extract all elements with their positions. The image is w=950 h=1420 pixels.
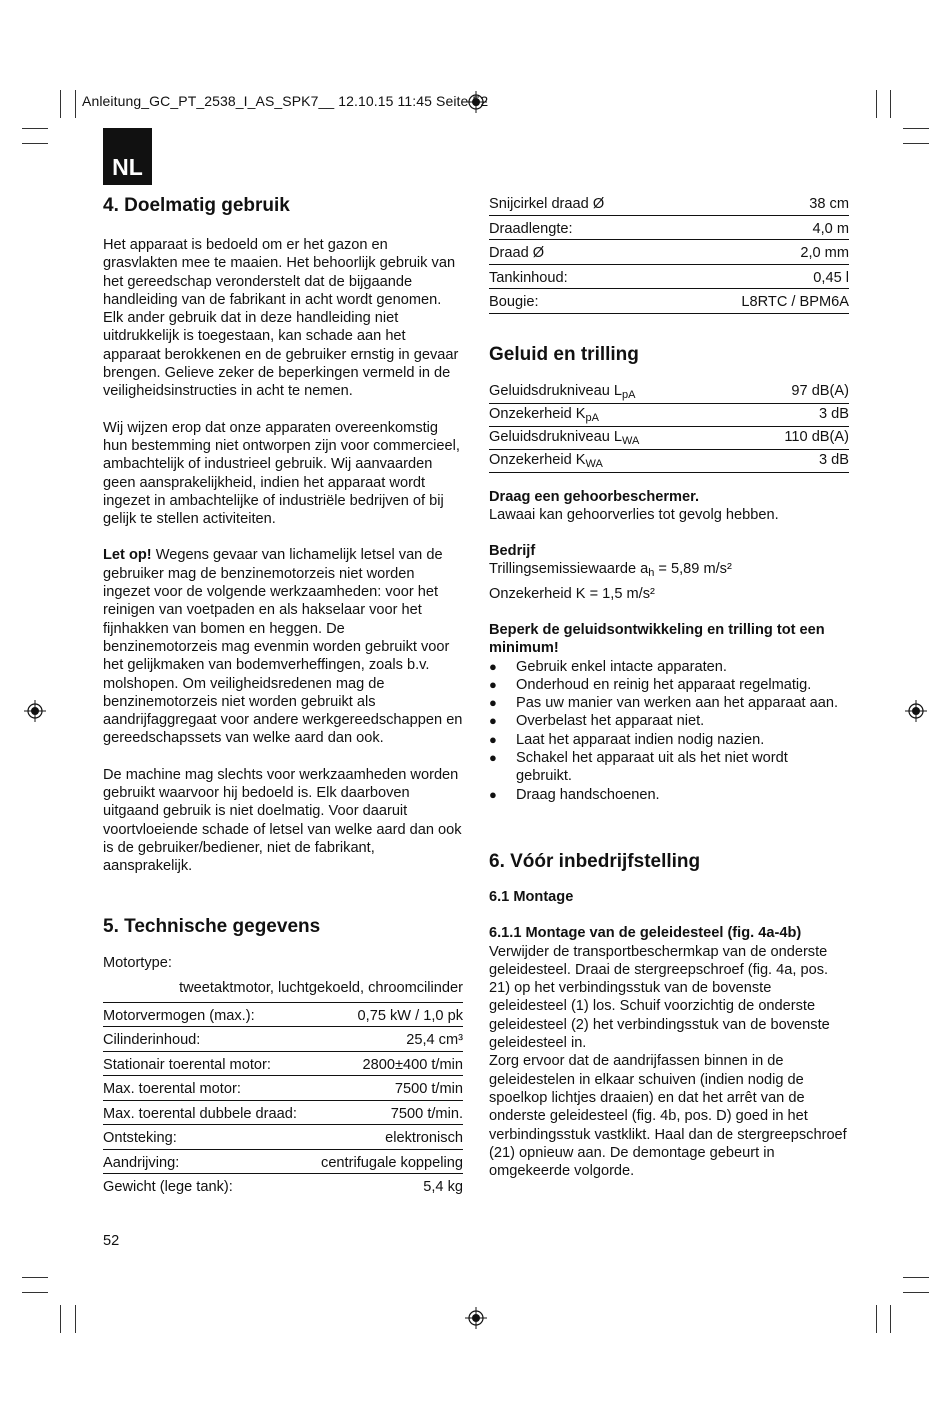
crop-mark: [75, 1305, 76, 1333]
crop-mark: [903, 1277, 929, 1278]
noise-row: Onzekerheid $K_{pA}$ 3 dB: [489, 404, 849, 427]
section-4-title: 4. Doelmatig gebruik: [103, 195, 290, 216]
hearing-text: Lawaai kan gehoorverlies tot gevolg hebben.: [489, 506, 779, 523]
list-item: ● Pas uw manier van werken aan het apparaat aan.: [489, 694, 849, 712]
registration-mark-icon: [465, 1307, 487, 1329]
paragraph: De machine mag slechts voor werkzaamheden worden gebruikt waarvoor hij bedoeld is. Elk daarboven uitgaand gebruik is niet doelmatig. Voor daaruit voortvloeiende schade of letsel van welke aard dan ook is de gebruiker/bediener, niet de fabrikant, aansprakelijk.: [103, 766, 462, 875]
crop-mark: [75, 90, 76, 118]
file-header: Anleitung_GC_PT_2538_I_AS_SPK7__ 12.10.15 11:45 Seite 52: [82, 93, 489, 109]
noise-row: Geluidsdrukniveau $L_{pA}$ 97 dB(A): [489, 381, 849, 404]
spec-row: Stationair toerental motor: 2800±400 t/min: [103, 1052, 463, 1077]
spec-row: Ontsteking: elektronisch: [103, 1125, 463, 1150]
list-item: ● Overbelast het apparaat niet.: [489, 712, 849, 730]
list-item: ● Laat het apparaat indien nodig nazien.: [489, 731, 849, 749]
crop-mark: [22, 143, 48, 144]
paragraph: Verwijder de transportbeschermkap van de onderste geleidesteel. Draai de stergreepschroef (fig. 4a, pos. 21) op het verbindingsstuk van de bovenste geleidesteel (1) los. Schuif voorzichtig de onderste geleidesteel (2) het verbindingsstuk van de bovenste geleidesteel in.: [489, 943, 830, 1052]
page-number: 52: [103, 1233, 120, 1249]
registration-mark-icon: [905, 700, 927, 722]
noise-row: Onzekerheid $K_{WA}$ 3 dB: [489, 450, 849, 473]
crop-mark: [890, 1305, 891, 1333]
list-item: ● Gebruik enkel intacte apparaten.: [489, 658, 849, 676]
right-column: [489, 191, 849, 1180]
uncertainty-value: Onzekerheid K = 1,5 m/s²: [489, 585, 655, 602]
spec-row: Gewicht (lege tank): 5,4 kg: [103, 1179, 463, 1196]
crop-mark: [890, 90, 891, 118]
hearing-title: Draag een gehoorbeschermer.: [489, 488, 700, 505]
list-item: ● Onderhoud en reinig het apparaat regelmatig.: [489, 676, 849, 694]
spec-row: Bougie: L8RTC / BPM6A: [489, 289, 849, 314]
noise-row: Geluidsdrukniveau $L_{WA}$ 110 dB(A): [489, 427, 849, 450]
spec-row: Cilinderinhoud: 25,4 cm³: [103, 1027, 463, 1052]
section-6-1-1-title: 6.1.1 Montage van de geleidesteel (fig. 4a-4b): [489, 925, 802, 942]
spec-row: Max. toerental dubbele draad: 7500 t/min.: [103, 1101, 463, 1126]
spec-table: [489, 191, 849, 314]
registration-mark-icon: [24, 700, 46, 722]
paragraph: [103, 546, 463, 747]
spec-row: Motorvermogen (max.): 0,75 kW / 1,0 pk: [103, 1003, 463, 1028]
spec-row: Draad Ø 2,0 mm: [489, 240, 849, 265]
noise-table: [489, 381, 849, 473]
paragraph: Wij wijzen erop dat onze apparaten overeenkomstig hun bestemming niet ontworpen zijn voor commercieel, ambachtelijk of industrieel gebruik. Wij aanvaarden geen aansprakelijkheid, indien het apparaat wordt ingezet in ambachtelijke of industriële bedrijven of bij gelijk te stellen activiteiten.: [103, 419, 460, 528]
spec-table: [103, 1003, 463, 1199]
crop-mark: [903, 1292, 929, 1293]
warning-text: Wegens gevaar van lichamelijk letsel van de gebruiker mag de benzinemotorzeis niet worden ingezet voor de volgende werkzaamheden: voor het reinigen van voetpaden en als hakselaar voor het fijnhakken van bomen en heggen. De benzinemotorzeis mag evenmin worden gebruikt voor het gelijkmaken van bodemverheffingen, zoals b.v. molshopen. Om veiligheidsredenen mag de benzinemotorzeis niet worden gebruikt als aandrijfaggregaat voor andere werkgereedschappen en gereedschapssets van welke aard dan ook.: [103, 547, 463, 747]
crop-mark: [903, 143, 929, 144]
paragraph: Het apparaat is bedoeld om er het gazon en grasvlakten mee te maaien. Het behoorlijk gebruik van het gereedschap veronderstelt dat de bijgaande handleiding van de fabrikant in acht wordt genomen. Elk ander gebruik dat in deze handleiding niet uitdrukkelijk is toegestaan, kan schade aan het apparaat berokkenen en de gebruiker ernstig in gevaar brengen. Gelieve zeker de beperkingen vermeld in de veiligheidsinstructies in acht te nemen.: [103, 237, 459, 400]
paragraph: Zorg ervoor dat de aandrijfassen binnen in de geleidestelen in elkaar schuiven (indien nodig de spoelkop lichtjes draaien) en dat het arrêt van de onderste geleidesteel (fig. 4b, pos. D) goed in het verbindingsstuk vastklikt. Haal dan de stergreepschroef (21) opnieuw aan. De demontage gebeurt in omgekeerde volgorde.: [489, 1053, 847, 1180]
crop-mark: [903, 128, 929, 129]
crop-mark: [22, 128, 48, 129]
left-column: [103, 195, 463, 1199]
tips-list: [489, 658, 849, 804]
limit-title: Beperk de geluidsontwikkeling en trilling tot een minimum!: [489, 621, 825, 657]
crop-mark: [22, 1277, 48, 1278]
spec-row: Snijcirkel draad Ø 38 cm: [489, 191, 849, 216]
section-6-title: 6. Vóór inbedrijfstelling: [489, 850, 701, 872]
crop-mark: [22, 1292, 48, 1293]
warning-label: Let op!: [103, 547, 152, 564]
vibration-value: Trillingsemissiewaarde $a_h = 5,89$ m/s²: [489, 561, 732, 580]
crop-mark: [60, 90, 61, 118]
spec-row: Aandrijving: centrifugale koppeling: [103, 1150, 463, 1175]
noise-title: Geluid en trilling: [489, 343, 639, 365]
motortype-label: Motortype:: [103, 954, 172, 971]
spec-row: Max. toerental motor: 7500 t/min: [103, 1076, 463, 1101]
spec-row: Tankinhoud: 0,45 l: [489, 265, 849, 290]
section-6-1-title: 6.1 Montage: [489, 888, 574, 905]
motortype-value: tweetaktmotor, luchtgekoeld, chroomcilinder: [103, 978, 463, 1003]
crop-mark: [876, 1305, 877, 1333]
language-badge: NL: [103, 128, 152, 185]
operation-title: Bedrijf: [489, 543, 536, 560]
crop-mark: [876, 90, 877, 118]
section-5-title: 5. Technische gegevens: [103, 915, 321, 937]
list-item: ● Draag handschoenen.: [489, 786, 849, 804]
crop-mark: [60, 1305, 61, 1333]
spec-row: Draadlengte: 4,0 m: [489, 216, 849, 241]
list-item: ● Schakel het apparaat uit als het niet wordt gebruikt.: [489, 749, 849, 786]
